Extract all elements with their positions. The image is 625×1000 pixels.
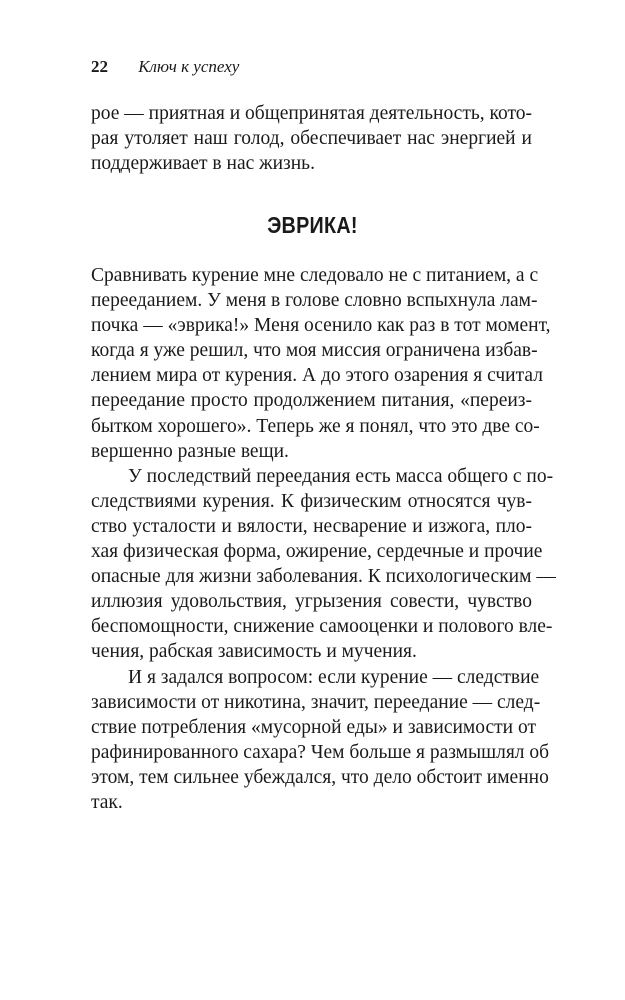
text-line: так. xyxy=(91,791,123,813)
text-line: рафинированного сахара? Чем больше я размышлял об xyxy=(91,741,550,763)
text-line: У последствий переедания есть масса общего с по- xyxy=(128,465,554,487)
intro-paragraph xyxy=(91,101,532,176)
text-line: И я задался вопросом: если курение — следствие xyxy=(128,666,540,688)
paragraph-3 xyxy=(91,665,550,816)
text-line: этом, тем сильнее убеждался, что дело обстоит именно xyxy=(91,766,549,788)
text-line: ство усталости и вялости, несварение и изжога, пло- xyxy=(91,515,532,537)
paragraph-1 xyxy=(91,263,551,464)
text-line: переедание просто продолжением питания, «переиз- xyxy=(91,390,532,412)
text-line: бытком хорошего». Теперь же я понял, что это две со- xyxy=(91,415,540,437)
text-line: Сравнивать курение мне следовало не с питанием, а с xyxy=(91,265,539,286)
page-header xyxy=(91,57,239,77)
text-line: рое — приятная и общепринятая деятельность, кото- xyxy=(91,103,532,124)
paragraph-2 xyxy=(91,464,556,665)
text-line: чения, рабская зависимость и мучения. xyxy=(91,641,417,663)
text-line: лением мира от курения. А до этого озарения я считал xyxy=(91,365,543,387)
text-line: рая утоляет наш голод, обеспечивает нас энергией и xyxy=(91,128,532,150)
text-line: ствие потребления «мусорной еды» и зависимости от xyxy=(91,716,536,738)
page-number: 22 xyxy=(91,57,108,76)
text-line: перееданием. У меня в голове словно вспыхнула лам- xyxy=(91,290,538,312)
running-title: Ключ к успеху xyxy=(138,57,240,76)
text-line: когда я уже решил, что моя миссия ограничена избав- xyxy=(91,340,538,362)
section-heading: ЭВРИКА! xyxy=(267,212,358,238)
text-line: зависимости от никотина, значит, переедание — след- xyxy=(91,691,541,713)
text-line: следствиями курения. К физическим относятся чув- xyxy=(91,490,532,512)
text-line: вершенно разные вещи. xyxy=(91,440,289,462)
text-line: почка — «эврика!» Меня осенило как раз в тот момент, xyxy=(91,315,551,337)
text-line: опасные для жизни заболевания. К психологическим — xyxy=(91,566,556,588)
text-line: хая физическая форма, ожирение, сердечные и прочие xyxy=(91,541,543,563)
text-line: поддерживает в нас жизнь. xyxy=(91,153,315,175)
section-body xyxy=(91,263,556,815)
text-line: иллюзия удовольствия, угрызения совести, чувство xyxy=(91,591,532,613)
text-line: беспомощности, снижение самооценки и полового вле- xyxy=(91,616,553,638)
